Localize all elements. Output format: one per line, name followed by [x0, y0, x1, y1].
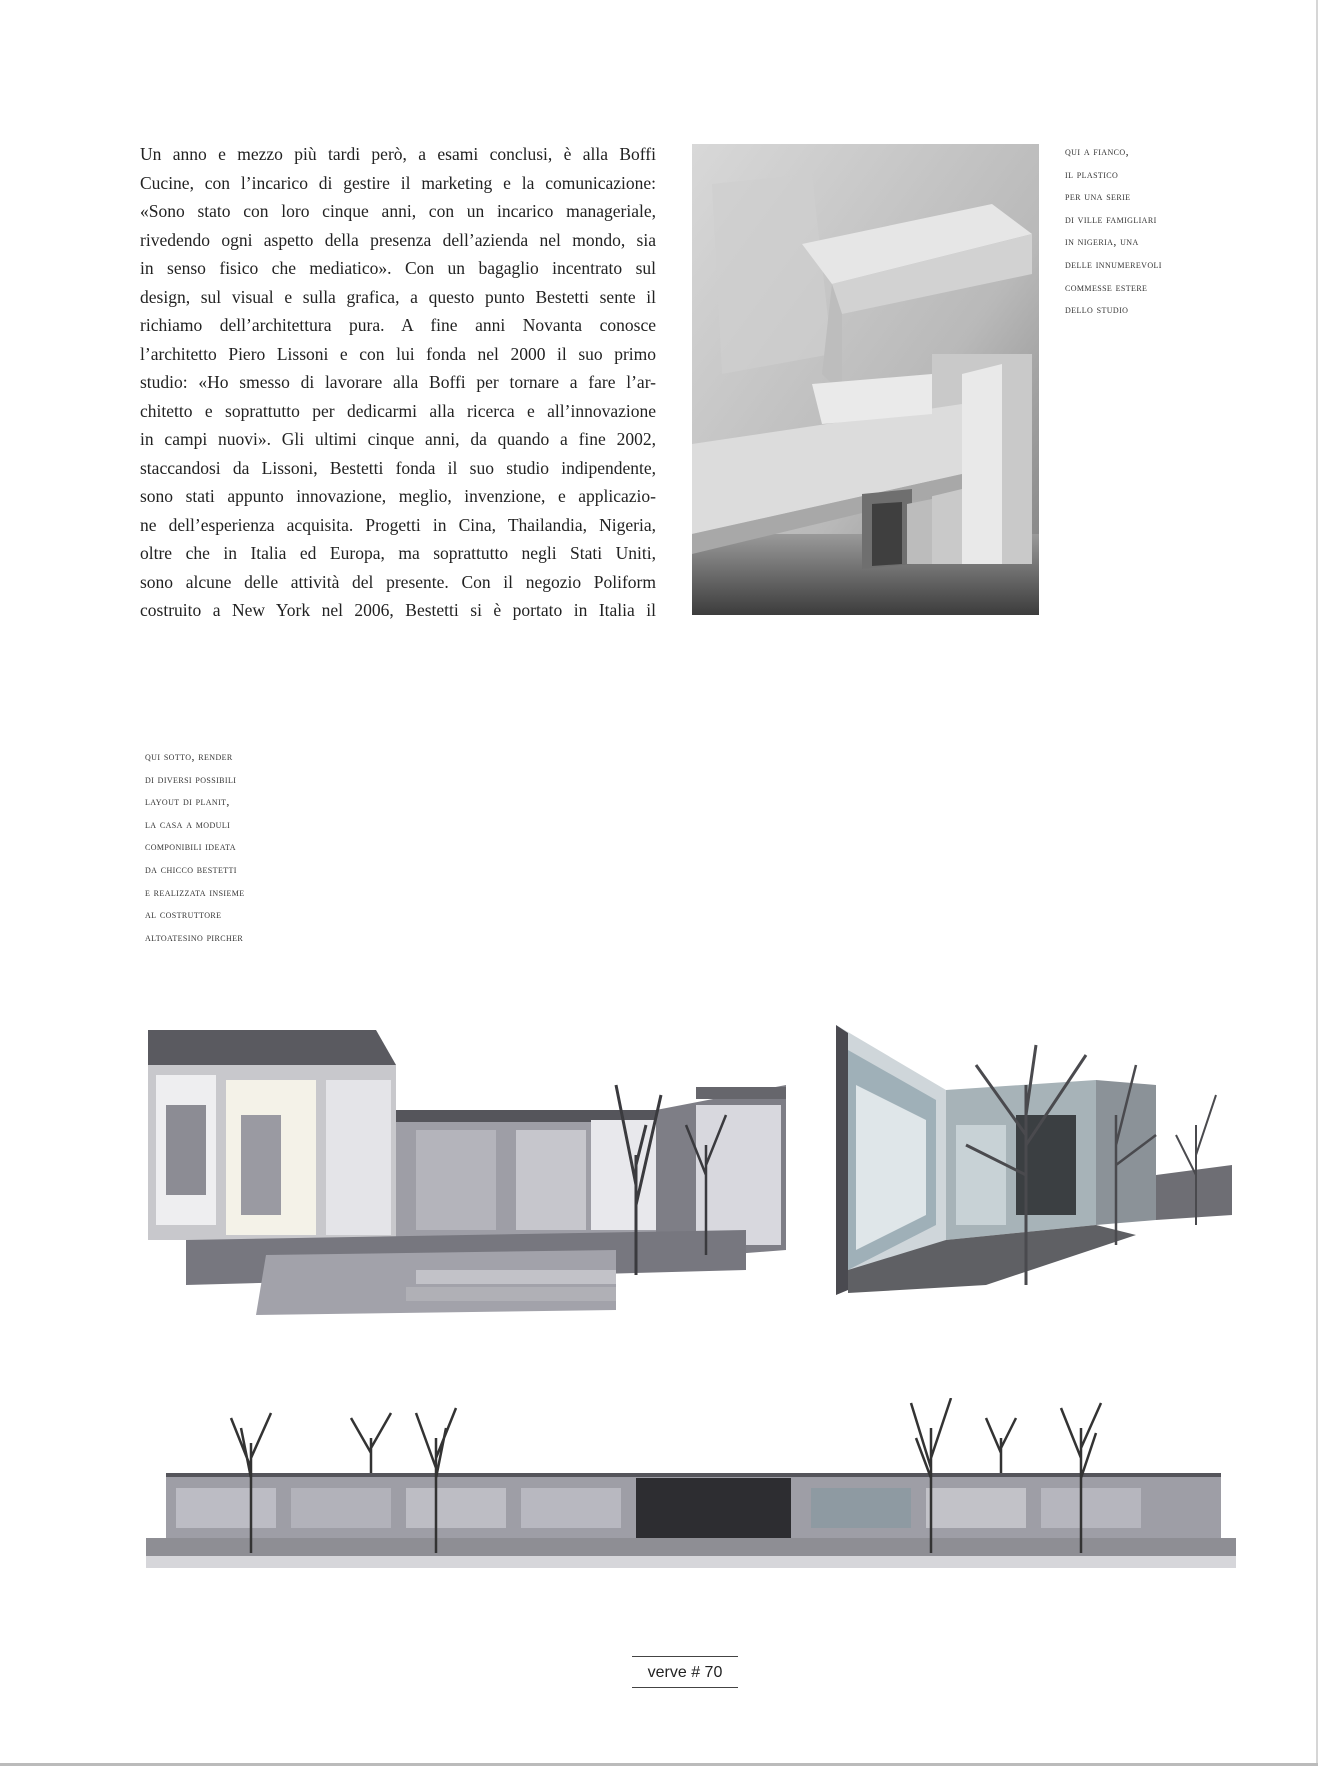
page-number: verve # 70: [632, 1656, 738, 1688]
article-line: design, sul visual e sulla grafica, a questo punto Bestetti sente il: [140, 286, 656, 307]
caption-line: commesse estere: [1065, 279, 1148, 294]
caption-line: qui sotto, render: [145, 749, 233, 763]
caption-line: dello studio: [1065, 302, 1129, 317]
caption-line: al costruttore: [145, 907, 222, 922]
article-line: «Sono stato con loro cinque anni, con un incarico manageriale,: [140, 201, 656, 221]
caption-line: il plastico: [1065, 166, 1119, 181]
render-house-corner: [836, 1025, 1232, 1295]
article-line: sono stati appunto innovazione, meglio, invenzione, e applicazio-: [140, 486, 656, 506]
caption-renders: [145, 745, 245, 948]
article-line: Cucine, con l’incarico di gestire il marketing e la comunicazione:: [140, 172, 656, 193]
render-house-front: [146, 1025, 794, 1315]
article-line: staccandosi da Lissoni, Bestetti fonda il suo studio indipendente,: [140, 457, 656, 478]
article-line: in campi nuovi». Gli ultimi cinque anni, da quando a fine 2002,: [140, 429, 656, 449]
caption-line: per una serie: [1065, 189, 1131, 204]
article-line: oltre che in Italia ed Europa, ma soprattutto negli Stati Uniti,: [140, 543, 656, 563]
caption-line: altoatesino pircher: [145, 929, 244, 944]
article-line: in senso fisico che mediatico». Con un bagaglio incentrato sul: [140, 258, 656, 278]
caption-line: in nigeria, una: [1065, 234, 1139, 249]
caption-line: la casa a moduli: [145, 816, 231, 831]
caption-line: di ville famigliari: [1065, 211, 1157, 226]
caption-line: delle innumerevoli: [1065, 256, 1162, 271]
caption-line: componibili ideata: [145, 839, 236, 854]
article-line: sono alcune delle attività del presente. Con il negozio Poliform: [140, 571, 656, 592]
article-line: costruito a New York nel 2006, Bestetti si è portato in Italia il: [140, 600, 656, 620]
article-line: studio: «Ho smesso di lavorare alla Boffi per tornare a fare l’ar-: [140, 372, 656, 392]
caption-line: da chicco bestetti: [145, 861, 237, 876]
render-elevation: [146, 1398, 1236, 1588]
caption-line: qui a fianco,: [1065, 144, 1129, 158]
article-line: chitetto e soprattutto per dedicarmi alla ricerca e all’innovazione: [140, 400, 656, 421]
caption-model: [1065, 140, 1162, 321]
model-photo: [692, 144, 1039, 615]
article-line: Un anno e mezzo più tardi però, a esami conclusi, è alla Boffi: [140, 144, 656, 164]
article-line: ne dell’esperienza acquisita. Progetti in Cina, Thailandia, Nigeria,: [140, 514, 656, 535]
article-line: rivedendo ogni aspetto della presenza dell’azienda nel mondo, sia: [140, 229, 656, 250]
caption-line: e realizzata insieme: [145, 884, 245, 899]
article-line: richiamo dell’architettura pura. A fine anni Novanta conosce: [140, 315, 656, 335]
caption-line: layout di planit,: [145, 794, 230, 809]
caption-line: di diversi possibili: [145, 771, 237, 786]
article-line: l’architetto Piero Lissoni e con lui fonda nel 2000 il suo primo: [140, 343, 656, 364]
article-body: [140, 140, 656, 625]
